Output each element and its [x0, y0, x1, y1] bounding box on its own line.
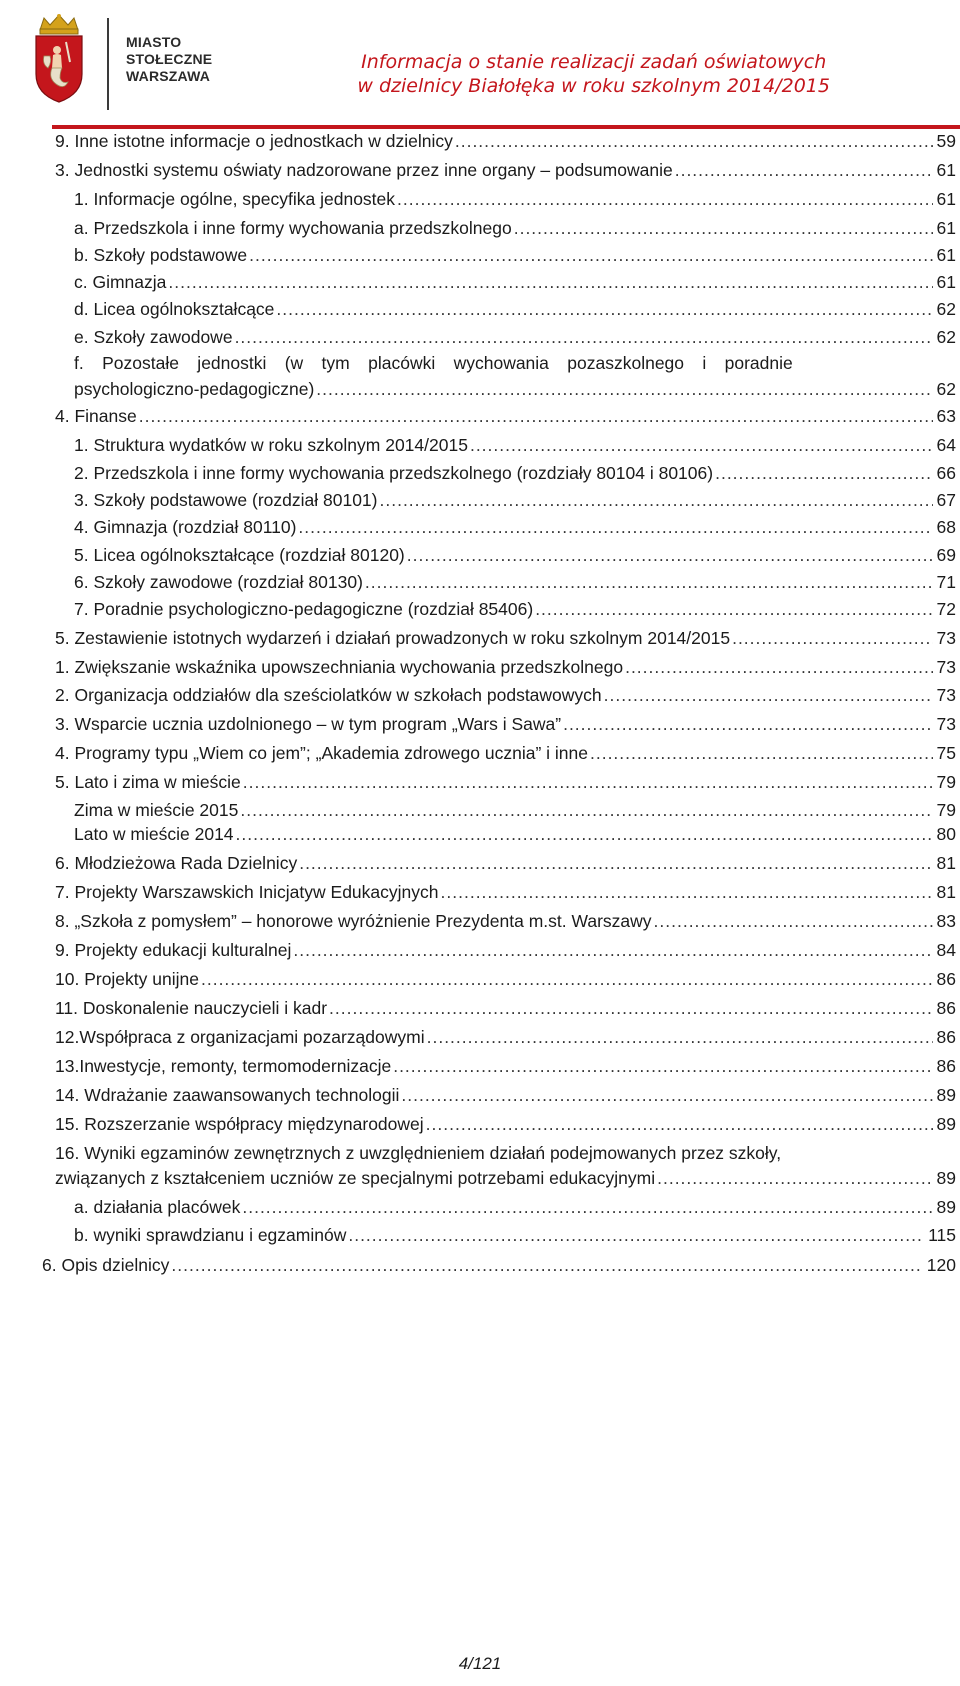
page-number: 4/121: [458, 1654, 502, 1673]
toc-leader-dots: [393, 1055, 932, 1077]
toc-leader-dots: [298, 516, 932, 538]
city-line: MIASTO: [126, 34, 182, 50]
toc-entry-page: 86: [936, 969, 956, 989]
toc-entry-label: a. Przedszkola i inne formy wychowania przedszkolnego: [74, 218, 512, 238]
toc-entry-label-line: 16. Wyniki egzaminów zewnętrznych z uwzględnieniem działań podejmowanych przez szkoły,: [55, 1143, 782, 1163]
toc-entry[interactable]: [55, 130, 956, 152]
toc-entry[interactable]: [74, 326, 956, 348]
toc-leader-dots: [732, 627, 932, 649]
toc-entry-label: 1. Zwiększanie wskaźnika upowszechniania wychowania przedszkolnego: [55, 657, 624, 677]
toc-entry[interactable]: [74, 188, 956, 210]
toc-entry[interactable]: [55, 1055, 956, 1077]
toc-entry-page: 75: [936, 743, 956, 763]
toc-entry-page: 89: [936, 1168, 956, 1188]
toc-entry[interactable]: [55, 852, 956, 874]
toc-entry-page: 73: [936, 657, 956, 677]
toc-entry[interactable]: [55, 159, 956, 181]
toc-entry[interactable]: [55, 968, 956, 990]
toc-leader-dots: [590, 742, 933, 764]
toc-entry[interactable]: [74, 1196, 956, 1218]
toc-entry-label: 4. Programy typu „Wiem co jem”; „Akademia zdrowego ucznia” i inne: [55, 743, 588, 763]
toc-leader-dots: [380, 489, 933, 511]
page-header: [0, 0, 960, 135]
toc-leader-dots: [455, 130, 933, 152]
toc-leader-dots: [139, 405, 933, 427]
toc-entry[interactable]: [55, 627, 956, 649]
toc-leader-dots: [240, 799, 932, 821]
toc-entry-page: 62: [936, 379, 956, 399]
toc-entry[interactable]: [74, 571, 956, 593]
toc-entry-page: 86: [936, 1027, 956, 1047]
toc-entry-page: 79: [936, 772, 956, 792]
toc-entry-label: 10. Projekty unijne: [55, 969, 199, 989]
toc-entry-page: 71: [936, 572, 956, 592]
toc-entry[interactable]: [74, 434, 956, 456]
toc-leader-dots: [243, 771, 933, 793]
toc-entry[interactable]: [55, 771, 956, 793]
toc-leader-dots: [168, 271, 932, 293]
city-line: STOŁECZNE: [126, 51, 213, 67]
toc-leader-dots: [427, 1026, 933, 1048]
toc-leader-dots: [242, 1196, 932, 1218]
toc-entry[interactable]: [55, 1113, 956, 1135]
toc-entry[interactable]: [55, 1026, 956, 1048]
toc-leader-dots: [715, 462, 932, 484]
toc-entry[interactable]: [55, 1084, 956, 1106]
toc-entry-label: 2. Przedszkola i inne formy wychowania przedszkolnego (rozdziały 80104 i 80106): [74, 463, 714, 483]
toc-entry-page: 115: [928, 1225, 956, 1245]
toc-leader-dots: [329, 997, 932, 1019]
toc-entry[interactable]: [55, 405, 956, 427]
toc-entry-label: b. Szkoły podstawowe: [74, 245, 248, 265]
toc-entry-page: 61: [936, 272, 956, 292]
toc-leader-dots: [235, 326, 933, 348]
toc-entry-label: 9. Inne istotne informacje o jednostkach w dzielnicy: [55, 131, 453, 151]
toc-leader-dots: [348, 1224, 924, 1246]
toc-entry-page: 73: [936, 685, 956, 705]
toc-entry-page: 89: [936, 1085, 956, 1105]
toc-leader-dots: [407, 544, 933, 566]
warsaw-mermaid-crest-icon: [30, 12, 88, 104]
toc-entry-label: c. Gimnazja: [74, 272, 167, 292]
toc-entry-label: 12.Współpraca z organizacjami pozarządowymi: [55, 1027, 425, 1047]
toc-entry[interactable]: [55, 939, 956, 961]
toc-leader-dots: [514, 217, 933, 239]
city-line: WARSZAWA: [126, 68, 211, 84]
toc-entry-page: 69: [936, 545, 956, 565]
toc-leader-dots: [470, 434, 933, 456]
toc-entry-label: a. działania placówek: [74, 1197, 241, 1217]
toc-entry[interactable]: [74, 244, 956, 266]
toc-entry-label: 9. Projekty edukacji kulturalnej: [55, 940, 292, 960]
toc-leader-dots: [426, 1113, 933, 1135]
toc-entry-label: b. wyniki sprawdzianu i egzaminów: [74, 1225, 347, 1245]
toc-entry-page: 62: [936, 327, 956, 347]
toc-leader-dots: [171, 1254, 922, 1276]
toc-entry-label: 1. Informacje ogólne, specyfika jednostek: [74, 189, 396, 209]
toc-entry-label: związanych z kształceniem uczniów ze specjalnymi potrzebami edukacyjnymi: [55, 1168, 656, 1188]
toc-entry[interactable]: [55, 997, 956, 1019]
toc-leader-dots: [563, 713, 932, 735]
toc-entry-label: 6. Opis dzielnicy: [42, 1255, 170, 1275]
toc-entry-label: Lato w mieście 2014: [74, 824, 234, 844]
document-title-line2: w dzielnicy Białołęka w roku szkolnym 2014/2015: [357, 75, 830, 97]
toc-entry-page: 79: [936, 800, 956, 820]
toc-entry[interactable]: [74, 598, 956, 620]
toc-leader-dots: [625, 656, 932, 678]
toc-leader-dots: [293, 939, 932, 961]
toc-entry-label: 14. Wdrażanie zaawansowanych technologii: [55, 1085, 400, 1105]
toc-entry-label: 4. Gimnazja (rozdział 80110): [74, 517, 297, 537]
document-title: [357, 50, 830, 98]
toc-entry[interactable]: [55, 713, 956, 735]
toc-entry-page: 67: [936, 490, 956, 510]
toc-entry-page: 72: [936, 599, 956, 619]
toc-entry-label: 5. Lato i zima w mieście: [55, 772, 241, 792]
toc-entry[interactable]: [55, 656, 956, 678]
toc-entry-page: 120: [926, 1255, 956, 1275]
toc-entry-page: 83: [936, 911, 956, 931]
toc-leader-dots: [249, 244, 932, 266]
toc-leader-dots: [654, 910, 933, 932]
toc-entry-page: 81: [936, 882, 956, 902]
toc-leader-dots: [316, 378, 932, 400]
toc-leader-dots: [397, 188, 933, 210]
toc-entry-label: 7. Poradnie psychologiczno-pedagogiczne (rozdział 85406): [74, 599, 534, 619]
toc-entry[interactable]: [74, 489, 956, 511]
toc-entry-page: 86: [936, 1056, 956, 1076]
toc-entry-page: 59: [936, 131, 956, 151]
toc-entry-page: 86: [936, 998, 956, 1018]
toc-entry-label: 4. Finanse: [55, 406, 137, 426]
toc-entry-page: 61: [936, 160, 956, 180]
toc-leader-dots: [201, 968, 933, 990]
toc-entry-page: 84: [936, 940, 956, 960]
city-logo-text: [126, 34, 212, 85]
toc-entry[interactable]: [74, 217, 956, 239]
toc-entry[interactable]: [55, 881, 956, 903]
toc-leader-dots: [604, 684, 933, 706]
toc-entry-label: 5. Licea ogólnokształcące (rozdział 80120): [74, 545, 405, 565]
toc-entry-page: 68: [936, 517, 956, 537]
toc-entry[interactable]: [55, 1167, 956, 1189]
toc-entry[interactable]: [74, 516, 956, 538]
toc-leader-dots: [299, 852, 932, 874]
header-rule: [52, 125, 960, 129]
toc-leader-dots: [236, 823, 933, 845]
toc-entry-page: 89: [936, 1197, 956, 1217]
toc-leader-dots: [401, 1084, 932, 1106]
toc-entry-label-line: f. Pozostałe jednostki (w tym placówki wychowania pozaszkolnego i poradnie: [74, 353, 793, 373]
toc-entry-page: 66: [936, 463, 956, 483]
toc-entry-label: 8. „Szkoła z pomysłem” – honorowe wyróżnienie Prezydenta m.st. Warszawy: [55, 911, 652, 931]
toc-entry-label: 3. Wsparcie ucznia uzdolnionego – w tym program „Wars i Sawa”: [55, 714, 562, 734]
toc-entry-label: 3. Jednostki systemu oświaty nadzorowane przez inne organy – podsumowanie: [55, 160, 673, 180]
document-title-line1: Informacja o stanie realizacji zadań oświatowych: [361, 51, 827, 73]
toc-entry[interactable]: [74, 298, 956, 320]
toc-entry[interactable]: [74, 378, 956, 400]
toc-entry-page: 61: [936, 189, 956, 209]
toc-entry-label: 7. Projekty Warszawskich Inicjatyw Edukacyjnych: [55, 882, 439, 902]
toc-entry[interactable]: [74, 823, 956, 845]
toc-leader-dots: [441, 881, 933, 903]
toc-entry-label: 6. Młodzieżowa Rada Dzielnicy: [55, 853, 298, 873]
toc-entry-label: psychologiczno-pedagogiczne): [74, 379, 315, 399]
toc-leader-dots: [276, 298, 932, 320]
toc-entry-label: d. Licea ogólnokształcące: [74, 299, 275, 319]
toc-entry-label: 15. Rozszerzanie współpracy międzynarodowej: [55, 1114, 424, 1134]
toc-leader-dots: [365, 571, 933, 593]
toc-entry[interactable]: [74, 1224, 956, 1246]
toc-entry-page: 62: [936, 299, 956, 319]
toc-entry-page: 81: [936, 853, 956, 873]
toc-entry-label: 3. Szkoły podstawowe (rozdział 80101): [74, 490, 378, 510]
toc-entry[interactable]: [55, 910, 956, 932]
toc-entry-label: 5. Zestawienie istotnych wydarzeń i działań prowadzonych w roku szkolnym 2014/2015: [55, 628, 731, 648]
toc-entry-label: 6. Szkoły zawodowe (rozdział 80130): [74, 572, 363, 592]
toc-entry-page: 64: [936, 435, 956, 455]
toc-entry-page: 80: [936, 824, 956, 844]
toc-entry[interactable]: [55, 684, 956, 706]
toc-entry[interactable]: [74, 544, 956, 566]
toc-entry[interactable]: [42, 1254, 956, 1276]
toc-entry-page: 61: [936, 245, 956, 265]
toc-entry-label: 1. Struktura wydatków w roku szkolnym 2014/2015: [74, 435, 468, 455]
toc-entry-page: 73: [936, 714, 956, 734]
toc-entry-label: 11. Doskonalenie nauczycieli i kadr: [55, 998, 328, 1018]
toc-entry-page: 89: [936, 1114, 956, 1134]
toc-entry-page: 73: [936, 628, 956, 648]
toc-leader-dots: [657, 1167, 932, 1189]
toc-entry-page: 63: [936, 406, 956, 426]
toc-entry-label: e. Szkoły zawodowe: [74, 327, 233, 347]
toc-entry-label: Zima w mieście 2015: [74, 800, 239, 820]
toc-entry-label: 2. Organizacja oddziałów dla sześciolatków w szkołach podstawowych: [55, 685, 602, 705]
toc-entry[interactable]: [55, 742, 956, 764]
toc-entry-label: 13.Inwestycje, remonty, termomodernizacje: [55, 1056, 392, 1076]
header-divider: [107, 18, 109, 110]
toc-leader-dots: [535, 598, 932, 620]
toc-entry[interactable]: [74, 799, 956, 821]
toc-entry[interactable]: [74, 462, 956, 484]
toc-entry-page: 61: [936, 218, 956, 238]
toc-entry[interactable]: [74, 271, 956, 293]
toc-leader-dots: [675, 159, 933, 181]
